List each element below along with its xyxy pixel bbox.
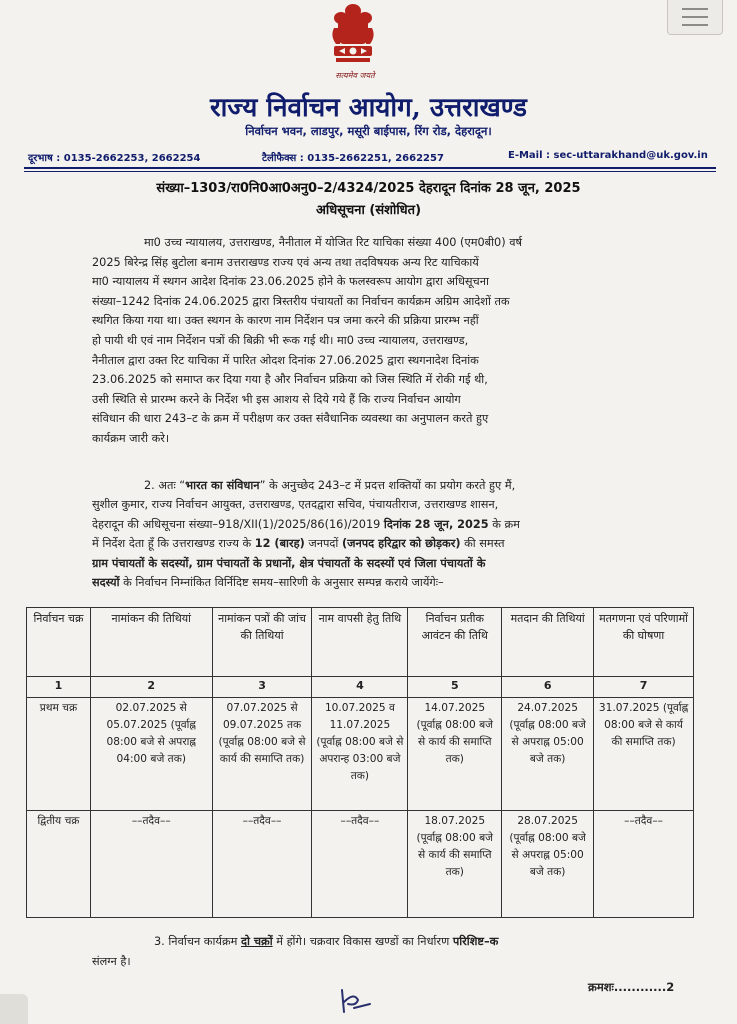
menu-icon-bar — [682, 24, 708, 26]
column-number: 5 — [408, 677, 502, 698]
table-header: नामांकन पत्रों की जांच की तिथियां — [212, 608, 312, 677]
text-segment: की समस्त — [460, 537, 505, 551]
national-emblem-icon — [326, 2, 380, 72]
table-header: नामांकन की तिथियां — [90, 608, 212, 677]
table-header-row — [27, 608, 694, 677]
annexure-text: परिशिष्ट–क — [452, 935, 499, 948]
text-segment: देहरादून की अधिसूचना संख्या–918/XII(1)/2025/86(16)/2019 — [92, 517, 384, 531]
table-header: मतगणना एवं परिणामों की घोषणा — [594, 608, 694, 677]
column-number: 7 — [594, 677, 694, 698]
signature-mark — [336, 986, 376, 1016]
table-cell: 18.07.2025 (पूर्वाह्न 08:00 बजे से कार्य की समाप्ति तक) — [408, 811, 502, 918]
text-segment: के क्रम — [488, 517, 520, 531]
table-row — [27, 698, 694, 811]
column-number: 4 — [312, 677, 408, 698]
menu-icon-bar — [682, 16, 708, 18]
header-divider — [24, 171, 716, 172]
text-line: नैनीताल द्वारा उक्त रिट याचिका में पारित ओदश दिनांक 27.06.2025 द्वारा स्थगनादेश दिनांक — [92, 353, 479, 367]
text-line: हो पायी थी एवं नाम निर्देशन पत्रों की बिक्री भी रूक गई थी। मा0 उच्च न्यायालय, उत्तराखण्ड, — [92, 333, 469, 347]
text-line — [92, 476, 692, 495]
table-cell: 24.07.2025 (पूर्वाह्न 08:00 बजे से अपराह्न 05:00 बजे तक) — [502, 698, 594, 811]
text-line: मा0 न्यायालय में स्थगन आदेश दिनांक 23.06.2025 होने के फलस्वरूप आयोग द्वारा अधिसूचना — [92, 275, 489, 289]
text-segment: ” के अनुच्छेद 243–ट में प्रदत्त शक्तियों का प्रयोग करते हुए मैं, — [259, 479, 516, 492]
text-line: मा0 उच्च न्यायालय, उत्तराखण्ड, नैनीताल में योजित रिट याचिका संख्या 400 (एम0बी0) वर्ष — [144, 236, 523, 249]
menu-button[interactable] — [667, 0, 723, 35]
table-cell: 02.07.2025 से 05.07.2025 (पूर्वाह्न 08:00 बजे से अपराह्न 04:00 बजे तक) — [90, 698, 212, 811]
table-cell: द्वितीय चक्र — [27, 811, 91, 918]
paragraph-3 — [92, 932, 692, 972]
text-line: उसी स्थिति से प्रारम्भ करने के निर्देश भी इस आशय से दिये गये हैं कि राज्य निर्वाचन आयोग — [92, 392, 461, 406]
text-line: ग्राम पंचायतों के सदस्यों, ग्राम पंचायतों के प्रधानों, क्षेत्र पंचायतों के सदस्यों एवं जिला पंचायतों के — [92, 556, 486, 570]
text-segment: में निर्देश देता हूँ कि उत्तराखण्ड राज्य के — [92, 537, 255, 551]
text-line: संख्या–1242 दिनांक 24.06.2025 द्वारा त्रिस्तरीय पंचायतों का निर्वाचन कार्यक्रम अग्रिम आदेशों तक — [92, 294, 510, 308]
text-line: संलग्न है। — [92, 955, 131, 968]
table-cell: प्रथम चक्र — [27, 698, 91, 811]
text-line: 2025 बिरेन्द्र सिंह बुटोला बनाम उत्तराखण्ड राज्य एवं अन्य तथा तदविषयक अन्य रिट याचिकायें — [92, 255, 479, 269]
text-line: स्थगित किया गया था। उक्त स्थगन के कारण नाम निर्देशन पत्र जमा करने की प्रक्रिया प्रारम्भ नहीं — [92, 314, 479, 328]
table-header: मतदान की तिथियां — [502, 608, 594, 677]
text-segment: 3. निर्वाचन कार्यक्रम — [154, 935, 241, 948]
table-cell: ––तदैव–– — [594, 811, 694, 918]
election-schedule-table — [26, 607, 694, 918]
column-number-row — [27, 677, 694, 698]
menu-icon-bar — [682, 8, 708, 10]
text-line: 23.06.2025 को समाप्त कर दिया गया है और निर्वाचन प्रक्रिया को जिस स्थिति में रोकी गई थी, — [92, 373, 488, 387]
text-segment: सदस्यों — [92, 576, 120, 590]
commission-title: राज्य निर्वाचन आयोग, उत्तराखण्ड — [210, 93, 527, 123]
text-line — [92, 932, 692, 952]
column-number: 1 — [27, 677, 91, 698]
fax-text: टैलीफैक्स : 0135-2662251, 2662257 — [262, 153, 444, 164]
table-header: निर्वाचन चक्र — [27, 608, 91, 677]
email-text: E-Mail : sec-uttarakhand@uk.gov.in — [508, 150, 708, 161]
table-cell: 07.07.2025 से 09.07.2025 तक (पूर्वाह्न 08:00 बजे से कार्य की समाप्ति तक) — [212, 698, 312, 811]
table-cell: ––तदैव–– — [312, 811, 408, 918]
exclusion-text: (जनपद हरिद्वार को छोड़कर) — [341, 537, 461, 551]
table-cell: ––तदैव–– — [90, 811, 212, 918]
constitution-text: भारत का संविधान — [185, 479, 260, 492]
continuation-marker: क्रमशः............2 — [588, 980, 675, 994]
column-number: 6 — [502, 677, 594, 698]
text-line: कार्यक्रम जारी करे। — [92, 431, 170, 445]
text-line — [92, 515, 692, 534]
text-segment: में होंगे। चक्रवार विकास खण्डों का निर्धारण — [272, 935, 453, 948]
column-number: 2 — [90, 677, 212, 698]
commission-address: निर्वाचन भवन, लाडपुर, मसूरी बाईपास, रिंग रोड, देहरादून। — [245, 124, 492, 138]
page-corner-shadow — [0, 994, 28, 1024]
table-cell: 31.07.2025 (पूर्वाह्न 08:00 बजे से कार्य की समाप्ति तक) — [594, 698, 694, 811]
district-count: 12 (बारह) — [254, 537, 305, 551]
table-cell: 28.07.2025 (पूर्वाह्न 08:00 बजे से अपराह्न 05:00 बजे तक) — [502, 811, 594, 918]
table-cell: ––तदैव–– — [212, 811, 312, 918]
date-text: दिनांक 28 जून, 2025 — [383, 517, 489, 531]
paragraph-1 — [92, 233, 697, 449]
reference-number: संख्या–1303/रा0नि0आ0अनु0–2/4324/2025 देहरादून दिनांक 28 जून, 2025 — [156, 181, 581, 196]
paragraph-2 — [92, 476, 692, 592]
text-line — [92, 573, 692, 592]
notice-title: अधिसूचना (संशोधित) — [315, 203, 422, 218]
emblem-motto: सत्यमेव जयते — [335, 71, 375, 80]
text-line: सुशील कुमार, राज्य निर्वाचन आयुक्त, उत्तराखण्ड, एतदद्वारा सचिव, पंचायतीराज, उत्तराखण्ड शासन, — [92, 498, 499, 512]
phone-text: दूरभाष : 0135-2662253, 2662254 — [28, 153, 201, 164]
table-cell: 10.07.2025 व 11.07.2025 (पूर्वाह्न 08:00 बजे से अपरान्ह 03:00 बजे तक) — [312, 698, 408, 811]
text-segment: 2. अतः “ — [144, 479, 186, 492]
table-row — [27, 811, 694, 918]
table-header: निर्वाचन प्रतीक आवंटन की तिथि — [408, 608, 502, 677]
text-line — [92, 534, 692, 553]
header-divider — [24, 167, 716, 169]
text-line: संविधान की धारा 243–ट के क्रम में परीक्षण कर उक्त संवैधानिक व्यवस्था का अनुपालन करते हुए — [92, 412, 489, 426]
text-segment: जनपदों — [304, 537, 342, 551]
text-segment: के निर्वाचन निम्नांकित विर्निदिष्ट समय–सारिणी के अनुसार सम्पन्न कराये जायेंगेः– — [119, 576, 444, 590]
table-header: नाम वापसी हेतु तिथि — [312, 608, 408, 677]
table-cell: 14.07.2025 (पूर्वाह्न 08:00 बजे से कार्य की समाप्ति तक) — [408, 698, 502, 811]
column-number: 3 — [212, 677, 312, 698]
cycles-text: दो चक्रों — [240, 935, 273, 948]
